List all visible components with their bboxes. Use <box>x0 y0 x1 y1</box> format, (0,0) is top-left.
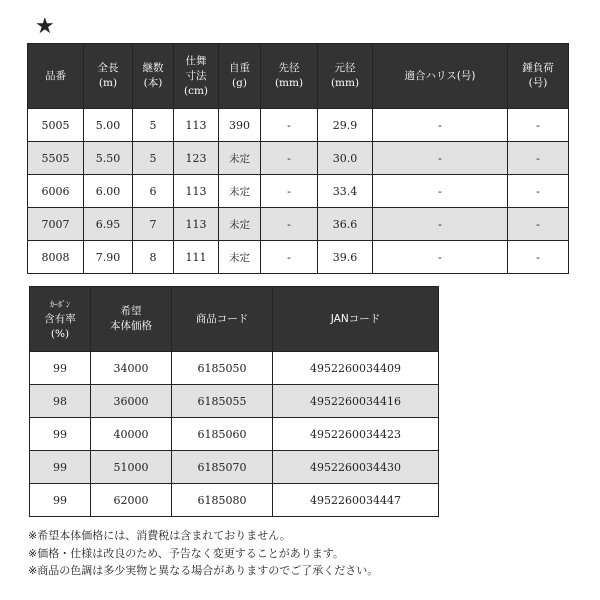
table-cell: - <box>373 109 508 142</box>
column-header <box>318 44 373 109</box>
table-row <box>30 451 439 484</box>
table-cell: - <box>508 241 569 274</box>
table-cell: 99 <box>30 352 91 385</box>
price-table <box>29 286 439 517</box>
table-row <box>28 109 569 142</box>
table-cell: 4952260034430 <box>273 451 439 484</box>
table-cell: 8 <box>133 241 174 274</box>
table-cell: - <box>261 142 318 175</box>
table-cell: 99 <box>30 418 91 451</box>
table-cell: 113 <box>174 208 219 241</box>
header-line: (mm) <box>274 77 304 89</box>
table-cell: 33.4 <box>318 175 373 208</box>
note: ※希望本体価格には、消費税は含まれておりません。 <box>28 529 291 542</box>
notes <box>28 527 378 580</box>
table-cell: 29.9 <box>318 109 373 142</box>
table-row <box>30 418 439 451</box>
header-line: ｶｰﾎﾞﾝ <box>50 299 70 309</box>
table-row <box>30 385 439 418</box>
table-cell: - <box>508 142 569 175</box>
table-cell: 6185055 <box>172 385 273 418</box>
table-row <box>28 208 569 241</box>
header-line: 品番 <box>45 69 66 82</box>
note: ※価格・仕様は改良のため、予告なく変更することがあります。 <box>28 546 344 560</box>
spec-header-row <box>28 44 569 109</box>
table-cell: 5.50 <box>84 142 133 175</box>
table-cell: 6 <box>133 175 174 208</box>
header-line: (%) <box>50 327 70 340</box>
header-line: (cm) <box>183 84 209 97</box>
table-cell: 6006 <box>28 175 84 208</box>
table-cell: 39.6 <box>318 241 373 274</box>
table-cell: 6185070 <box>172 451 273 484</box>
header-line: 元径 <box>334 62 356 74</box>
table-cell: 5 <box>133 142 174 175</box>
table-cell: 6185050 <box>172 352 273 385</box>
table-cell: 40000 <box>91 418 172 451</box>
header-line: 適合ハリス(号) <box>404 69 476 82</box>
header-line: 継数 <box>142 62 164 74</box>
header-line: (mm) <box>330 77 360 89</box>
table-cell: - <box>261 208 318 241</box>
header-line: JANコード <box>330 312 381 325</box>
header-line: 本体価格 <box>110 320 152 332</box>
table-cell: 34000 <box>91 352 172 385</box>
header-line: 希望 <box>120 305 142 317</box>
table-cell: - <box>373 241 508 274</box>
table-cell: 6185080 <box>172 484 273 517</box>
table-cell: 6185060 <box>172 418 273 451</box>
table-cell: 5 <box>133 109 174 142</box>
column-header <box>373 44 508 109</box>
note: ※商品の色調は多少実物と異なる場合がありますのでご了承ください。 <box>28 564 379 577</box>
spec-table <box>27 43 569 274</box>
header-line: 全長 <box>97 62 119 74</box>
table-cell: 113 <box>174 175 219 208</box>
column-header <box>174 44 219 109</box>
table-cell: 51000 <box>91 451 172 484</box>
table-cell: 6.95 <box>84 208 133 241</box>
table-cell: 99 <box>30 484 91 517</box>
header-line: (号) <box>528 77 548 89</box>
table-cell: - <box>261 241 318 274</box>
header-line: (本) <box>143 77 163 89</box>
table-cell: 4952260034409 <box>273 352 439 385</box>
table-cell: 111 <box>174 241 219 274</box>
column-header <box>133 44 174 109</box>
table-cell: 113 <box>174 109 219 142</box>
column-header <box>30 287 91 352</box>
table-cell: - <box>261 109 318 142</box>
column-header <box>172 287 273 352</box>
table-cell: 6.00 <box>84 175 133 208</box>
table-cell: 123 <box>174 142 219 175</box>
table-row <box>28 142 569 175</box>
header-line: 先径 <box>278 62 300 74</box>
table-cell: - <box>261 175 318 208</box>
table-cell: 5005 <box>28 109 84 142</box>
column-header <box>273 287 439 352</box>
table-cell: - <box>508 175 569 208</box>
table-row <box>28 241 569 274</box>
table-cell: 7 <box>133 208 174 241</box>
column-header <box>261 44 318 109</box>
table-cell: 36.6 <box>318 208 373 241</box>
table-cell: - <box>373 208 508 241</box>
table-cell: 4952260034447 <box>273 484 439 517</box>
table-cell: 36000 <box>91 385 172 418</box>
table-cell: 62000 <box>91 484 172 517</box>
column-header <box>91 287 172 352</box>
table-cell: 99 <box>30 451 91 484</box>
header-line: 商品コード <box>195 312 249 325</box>
table-cell: 7.90 <box>84 241 133 274</box>
header-line: 寸法 <box>185 69 207 82</box>
table-cell: - <box>373 175 508 208</box>
table-cell: 5505 <box>28 142 84 175</box>
column-header <box>508 44 569 109</box>
column-header <box>28 44 84 109</box>
column-header <box>84 44 133 109</box>
table-cell: - <box>508 208 569 241</box>
header-line: 含有率 <box>44 312 76 325</box>
header-line: (m) <box>98 77 118 89</box>
header-line: 自重 <box>229 62 250 74</box>
table-cell: - <box>373 142 508 175</box>
table-cell: 4952260034416 <box>273 385 439 418</box>
table-row <box>28 175 569 208</box>
header-line: 仕舞 <box>185 54 207 67</box>
table-cell: 未定 <box>219 175 261 208</box>
table-row <box>30 352 439 385</box>
header-line: (g) <box>232 77 247 89</box>
table-cell: 未定 <box>219 208 261 241</box>
table-cell: 390 <box>219 109 261 142</box>
table-cell: 未定 <box>219 241 261 274</box>
table-row <box>30 484 439 517</box>
table-cell: 5.00 <box>84 109 133 142</box>
column-header <box>219 44 261 109</box>
table-cell: 7007 <box>28 208 84 241</box>
table-cell: 8008 <box>28 241 84 274</box>
table-cell: - <box>508 109 569 142</box>
table-cell: 未定 <box>219 142 261 175</box>
table-cell: 30.0 <box>318 142 373 175</box>
table-cell: 98 <box>30 385 91 418</box>
star-icon: ★ <box>35 14 55 39</box>
table-cell: 4952260034423 <box>273 418 439 451</box>
price-header-row <box>30 287 439 352</box>
header-line: 錘負荷 <box>522 62 554 74</box>
